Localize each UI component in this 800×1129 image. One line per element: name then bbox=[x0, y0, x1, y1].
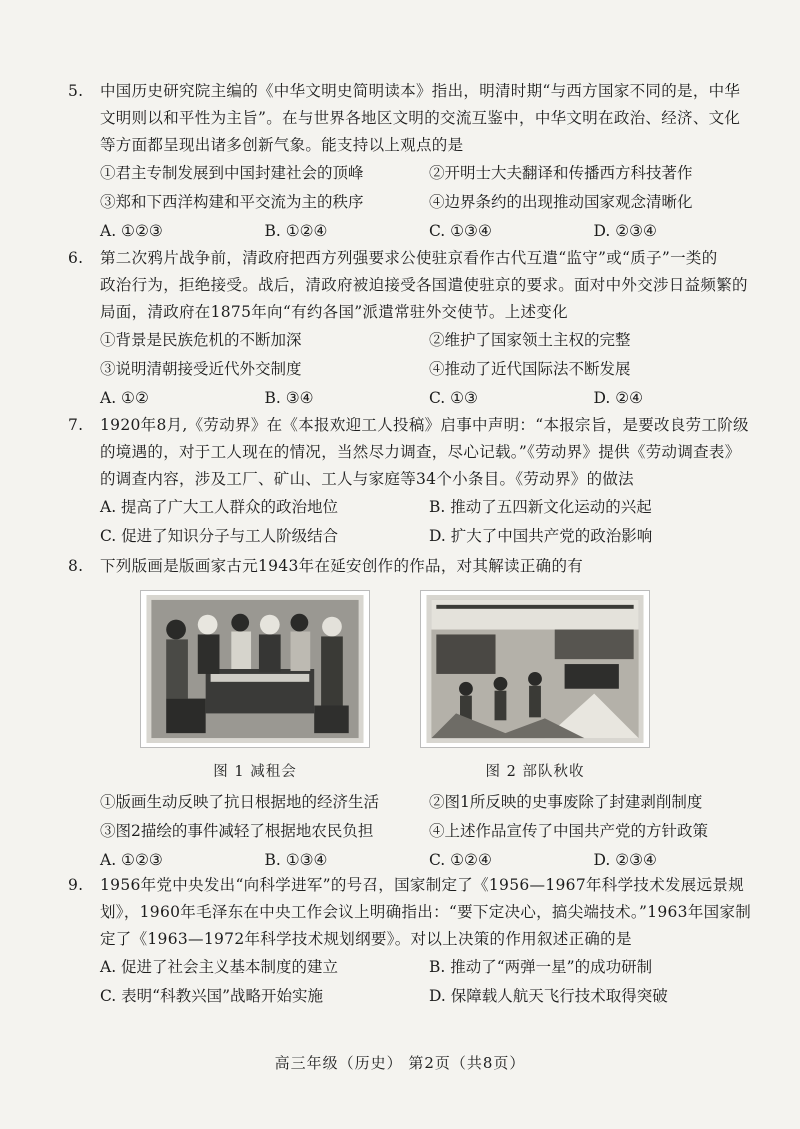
choice-row bbox=[68, 217, 758, 246]
question-stem-line: 1920年8月,《劳动界》在《本报欢迎工人投稿》启事中声明：“本报宗旨，是要改良劳工阶级 bbox=[100, 416, 749, 434]
choice-option[interactable]: D. ②③④ bbox=[593, 851, 657, 869]
question-stem-line: 下列版画是版画家古元1943年在延安创作的作品，对其解读正确的有 bbox=[100, 557, 584, 575]
question-7 bbox=[68, 412, 758, 551]
statement-item: ④边界条约的出现推动国家观念清晰化 bbox=[429, 193, 693, 211]
question-stem-line: 划》，1960年毛泽东在中央工作会议上明确指出：“要下定决心，搞尖端技术。”1963年国家制 bbox=[100, 903, 752, 921]
statement-item: ④上述作品宣传了中国共产党的方针政策 bbox=[429, 822, 709, 840]
woodcut-figures bbox=[140, 590, 660, 785]
question-stem-line: 定了《1963—1972年科学技术规划纲要》。对以上决策的作用叙述正确的是 bbox=[100, 930, 632, 948]
choice-option[interactable]: C. 表明“科教兴国”战略开始实施 bbox=[100, 987, 324, 1005]
choice-option[interactable]: D. ②④ bbox=[593, 389, 644, 407]
choice-option[interactable]: B. 推动了“两弹一星”的成功研制 bbox=[429, 958, 653, 976]
statement-item: ③图2描绘的事件减轻了根据地农民负担 bbox=[100, 822, 374, 840]
question-6 bbox=[68, 245, 758, 413]
question-number: 9. bbox=[68, 876, 84, 894]
statement-row bbox=[68, 817, 758, 846]
figure-caption: 图 1 减租会 bbox=[213, 764, 297, 780]
woodcut-image-army-harvest bbox=[420, 590, 650, 748]
question-stem-line: 文明则以和平性为主旨”。在与世界各地区文明的交流互鉴中，中华文明在政治、经济、文化 bbox=[100, 109, 741, 127]
statement-row bbox=[68, 159, 758, 188]
choice-option[interactable]: A. 提高了广大工人群众的政治地位 bbox=[100, 498, 339, 516]
choice-row bbox=[68, 522, 758, 551]
statement-item: ③说明清朝接受近代外交制度 bbox=[100, 360, 302, 378]
choice-option[interactable]: A. 促进了社会主义基本制度的建立 bbox=[100, 958, 339, 976]
choice-option[interactable]: A. ①②③ bbox=[100, 222, 163, 240]
question-stem-line: 政治行为，拒绝接受。战后，清政府被迫接受各国遣使驻京的要求。面对中外交涉日益频繁的 bbox=[100, 276, 748, 294]
choice-option[interactable]: C. ①③④ bbox=[429, 222, 492, 240]
question-5 bbox=[68, 78, 758, 246]
figure-caption: 图 2 部队秋收 bbox=[485, 764, 585, 780]
question-stem-line: 的境遇的，对于工人现在的情况，当然尽力调查，尽心记载。”《劳动界》提供《劳动调查表》 bbox=[100, 443, 741, 461]
question-number: 7. bbox=[68, 416, 84, 434]
choice-option[interactable]: B. ③④ bbox=[264, 389, 314, 407]
choice-option[interactable]: D. 保障载人航天飞行技术取得突破 bbox=[429, 987, 668, 1005]
statement-item: ①版画生动反映了抗日根据地的经济生活 bbox=[100, 793, 380, 811]
choice-row bbox=[68, 384, 758, 413]
choice-option[interactable]: C. ①②④ bbox=[429, 851, 492, 869]
question-number: 5. bbox=[68, 82, 84, 100]
statement-row bbox=[68, 355, 758, 384]
statement-item: ①背景是民族危机的不断加深 bbox=[100, 331, 302, 349]
choice-option[interactable]: B. ①③④ bbox=[264, 851, 328, 869]
statement-item: ③郑和下西洋构建和平交流为主的秩序 bbox=[100, 193, 364, 211]
choice-option[interactable]: C. ①③ bbox=[429, 389, 478, 407]
question-number: 8. bbox=[68, 557, 84, 575]
choice-option[interactable]: B. 推动了五四新文化运动的兴起 bbox=[429, 498, 652, 516]
choice-row bbox=[68, 982, 758, 1011]
statement-row bbox=[68, 326, 758, 355]
statement-item: ④推动了近代国际法不断发展 bbox=[429, 360, 631, 378]
question-stem-line: 第二次鸦片战争前，清政府把西方列强要求公使驻京看作古代互遣“监守”或“质子”一类的 bbox=[100, 249, 718, 267]
question-stem-line: 等方面都呈现出诸多创新气象。能支持以上观点的是 bbox=[100, 136, 464, 154]
choice-row bbox=[68, 953, 758, 982]
statement-item: ①君主专制发展到中国封建社会的顶峰 bbox=[100, 164, 364, 182]
choice-option[interactable]: D. 扩大了中国共产党的政治影响 bbox=[429, 527, 653, 545]
woodcut-illustration-2 bbox=[425, 595, 645, 743]
statement-item: ②图1所反映的史事废除了封建剥削制度 bbox=[429, 793, 703, 811]
choice-option[interactable]: A. ①②③ bbox=[100, 851, 163, 869]
choice-option[interactable]: D. ②③④ bbox=[593, 222, 657, 240]
page-footer: 高三年级（历史） 第2页（共8页） bbox=[274, 1054, 526, 1072]
statement-row bbox=[68, 188, 758, 217]
woodcut-illustration-1 bbox=[145, 595, 365, 743]
statement-item: ②维护了国家领土主权的完整 bbox=[429, 331, 631, 349]
choice-option[interactable]: B. ①②④ bbox=[264, 222, 328, 240]
choice-option[interactable]: A. ①② bbox=[100, 389, 149, 407]
statement-row bbox=[68, 788, 758, 817]
question-8 bbox=[68, 553, 758, 580]
question-stem-line: 1956年党中央发出“向科学进军”的号召，国家制定了《1956—1967年科学技术发展远景规 bbox=[100, 876, 744, 894]
choice-row bbox=[68, 493, 758, 522]
question-stem-line: 的调查内容，涉及工厂、矿山、工人与家庭等34个小条目。《劳动界》的做法 bbox=[100, 470, 634, 488]
woodcut-image-rent-reduction bbox=[140, 590, 370, 748]
question-number: 6. bbox=[68, 249, 84, 267]
question-9 bbox=[68, 872, 758, 1011]
choice-option[interactable]: C. 促进了知识分子与工人阶级结合 bbox=[100, 527, 339, 545]
question-stem-line: 局面，清政府在1875年向“有约各国”派遣常驻外交使节。上述变化 bbox=[100, 303, 568, 321]
statement-item: ②开明士大夫翻译和传播西方科技著作 bbox=[429, 164, 693, 182]
choice-row bbox=[68, 846, 758, 875]
question-stem-line: 中国历史研究院主编的《中华文明史简明读本》指出，明清时期“与西方国家不同的是，中华 bbox=[100, 82, 741, 100]
question-8-options bbox=[68, 788, 758, 875]
